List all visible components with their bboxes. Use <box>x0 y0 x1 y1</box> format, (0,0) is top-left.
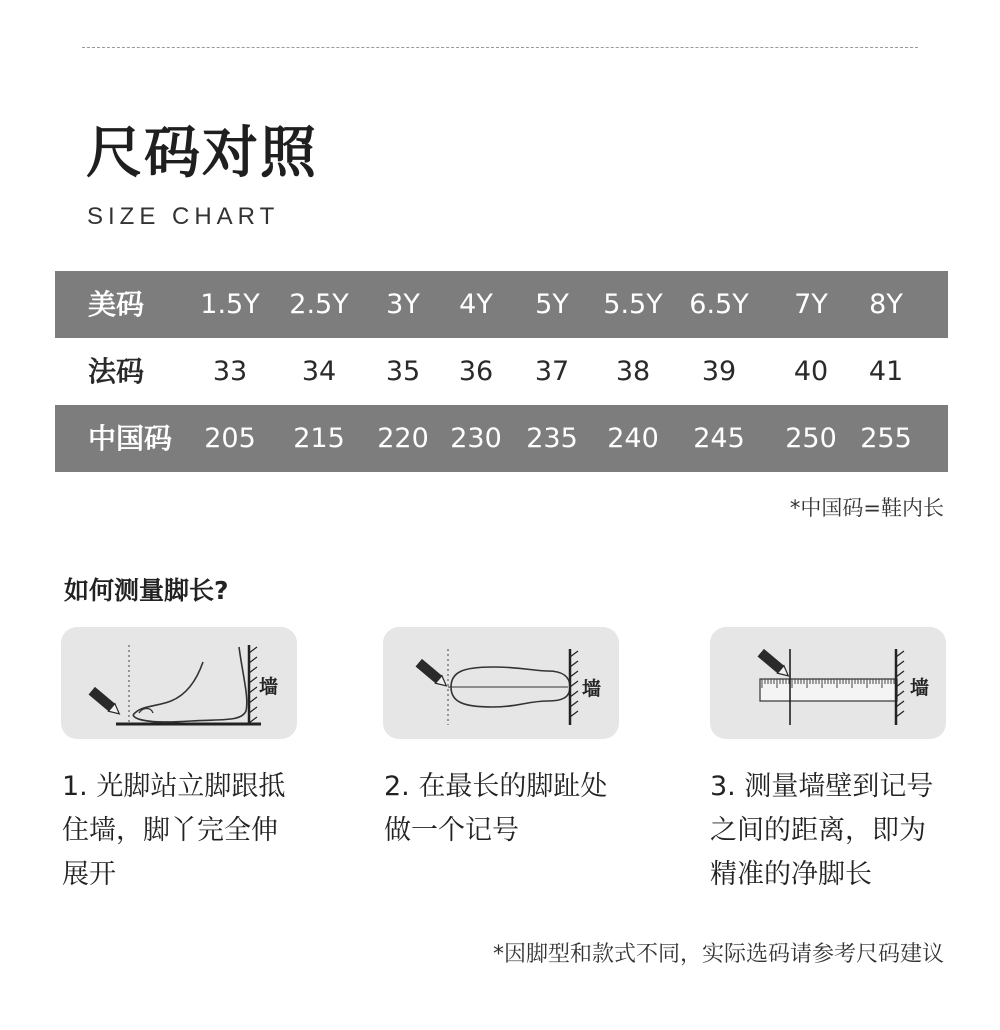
table-cell: 37 <box>534 356 570 387</box>
table-cell: 5Y <box>535 289 569 320</box>
size-chart-table <box>55 271 948 472</box>
step-1-text <box>62 765 312 897</box>
page-subtitle: SIZE CHART <box>87 203 280 230</box>
foot-against-wall-illustration <box>61 627 297 739</box>
table-cell: 205 <box>204 423 256 454</box>
row-label: 美码 <box>88 288 145 321</box>
step-3-text <box>710 765 960 897</box>
table-cell: 35 <box>385 356 421 387</box>
pencil-icon <box>89 687 123 718</box>
step-line: 2. 在最长的脚趾处 <box>384 771 608 802</box>
table-cell: 7Y <box>794 289 828 320</box>
table-cell: 39 <box>701 356 737 387</box>
step-line: 3. 测量墙壁到记号 <box>710 771 934 802</box>
row-label: 中国码 <box>88 422 173 455</box>
table-cell: 33 <box>212 356 248 387</box>
table-cell: 230 <box>450 423 502 454</box>
step-line: 1. 光脚站立脚跟抵 <box>62 771 286 802</box>
ruler <box>760 679 897 701</box>
top-dashed-divider <box>82 47 918 48</box>
table-cell: 220 <box>377 423 429 454</box>
ruler-measure-illustration <box>710 627 946 739</box>
wall-label: 墙 <box>582 678 602 700</box>
pencil-icon <box>758 649 792 680</box>
table-cell: 215 <box>293 423 345 454</box>
table-cell: 3Y <box>386 289 420 320</box>
row-label: 法码 <box>88 355 145 388</box>
table-cell: 250 <box>785 423 837 454</box>
table-row-cn <box>55 405 948 472</box>
table-cell: 2.5Y <box>289 289 349 320</box>
wall-label: 墙 <box>910 677 930 699</box>
size-note: *中国码=鞋内长 <box>789 496 944 520</box>
table-row-us <box>55 271 948 338</box>
table-cell: 240 <box>607 423 659 454</box>
table-cell: 5.5Y <box>603 289 663 320</box>
table-cell: 4Y <box>459 289 493 320</box>
howto-heading: 如何测量脚长? <box>64 576 229 605</box>
step-line: 之间的距离，即为 <box>710 815 926 846</box>
table-row-eu <box>55 338 948 405</box>
table-cell: 6.5Y <box>689 289 749 320</box>
table-cell: 235 <box>526 423 578 454</box>
table-cell: 255 <box>860 423 912 454</box>
table-cell: 8Y <box>869 289 903 320</box>
table-cell: 38 <box>615 356 651 387</box>
table-cell: 36 <box>458 356 494 387</box>
pencil-icon <box>416 659 450 690</box>
table-cell: 40 <box>793 356 829 387</box>
page-title: 尺码对照 <box>86 121 318 186</box>
step-line: 精准的净脚长 <box>710 859 872 890</box>
foot-outline <box>133 647 247 722</box>
table-cell: 245 <box>693 423 745 454</box>
wall-label: 墙 <box>259 676 279 698</box>
mark-longest-toe-illustration <box>383 627 619 739</box>
step-2-text <box>384 765 634 853</box>
table-cell: 34 <box>301 356 337 387</box>
step-line: 做一个记号 <box>384 815 519 846</box>
table-cell: 1.5Y <box>200 289 260 320</box>
step-line: 展开 <box>62 859 116 890</box>
table-cell: 41 <box>868 356 904 387</box>
step-line: 住墙，脚丫完全伸 <box>62 815 278 846</box>
footer-note: *因脚型和款式不同，实际选码请参考尺码建议 <box>492 942 944 967</box>
